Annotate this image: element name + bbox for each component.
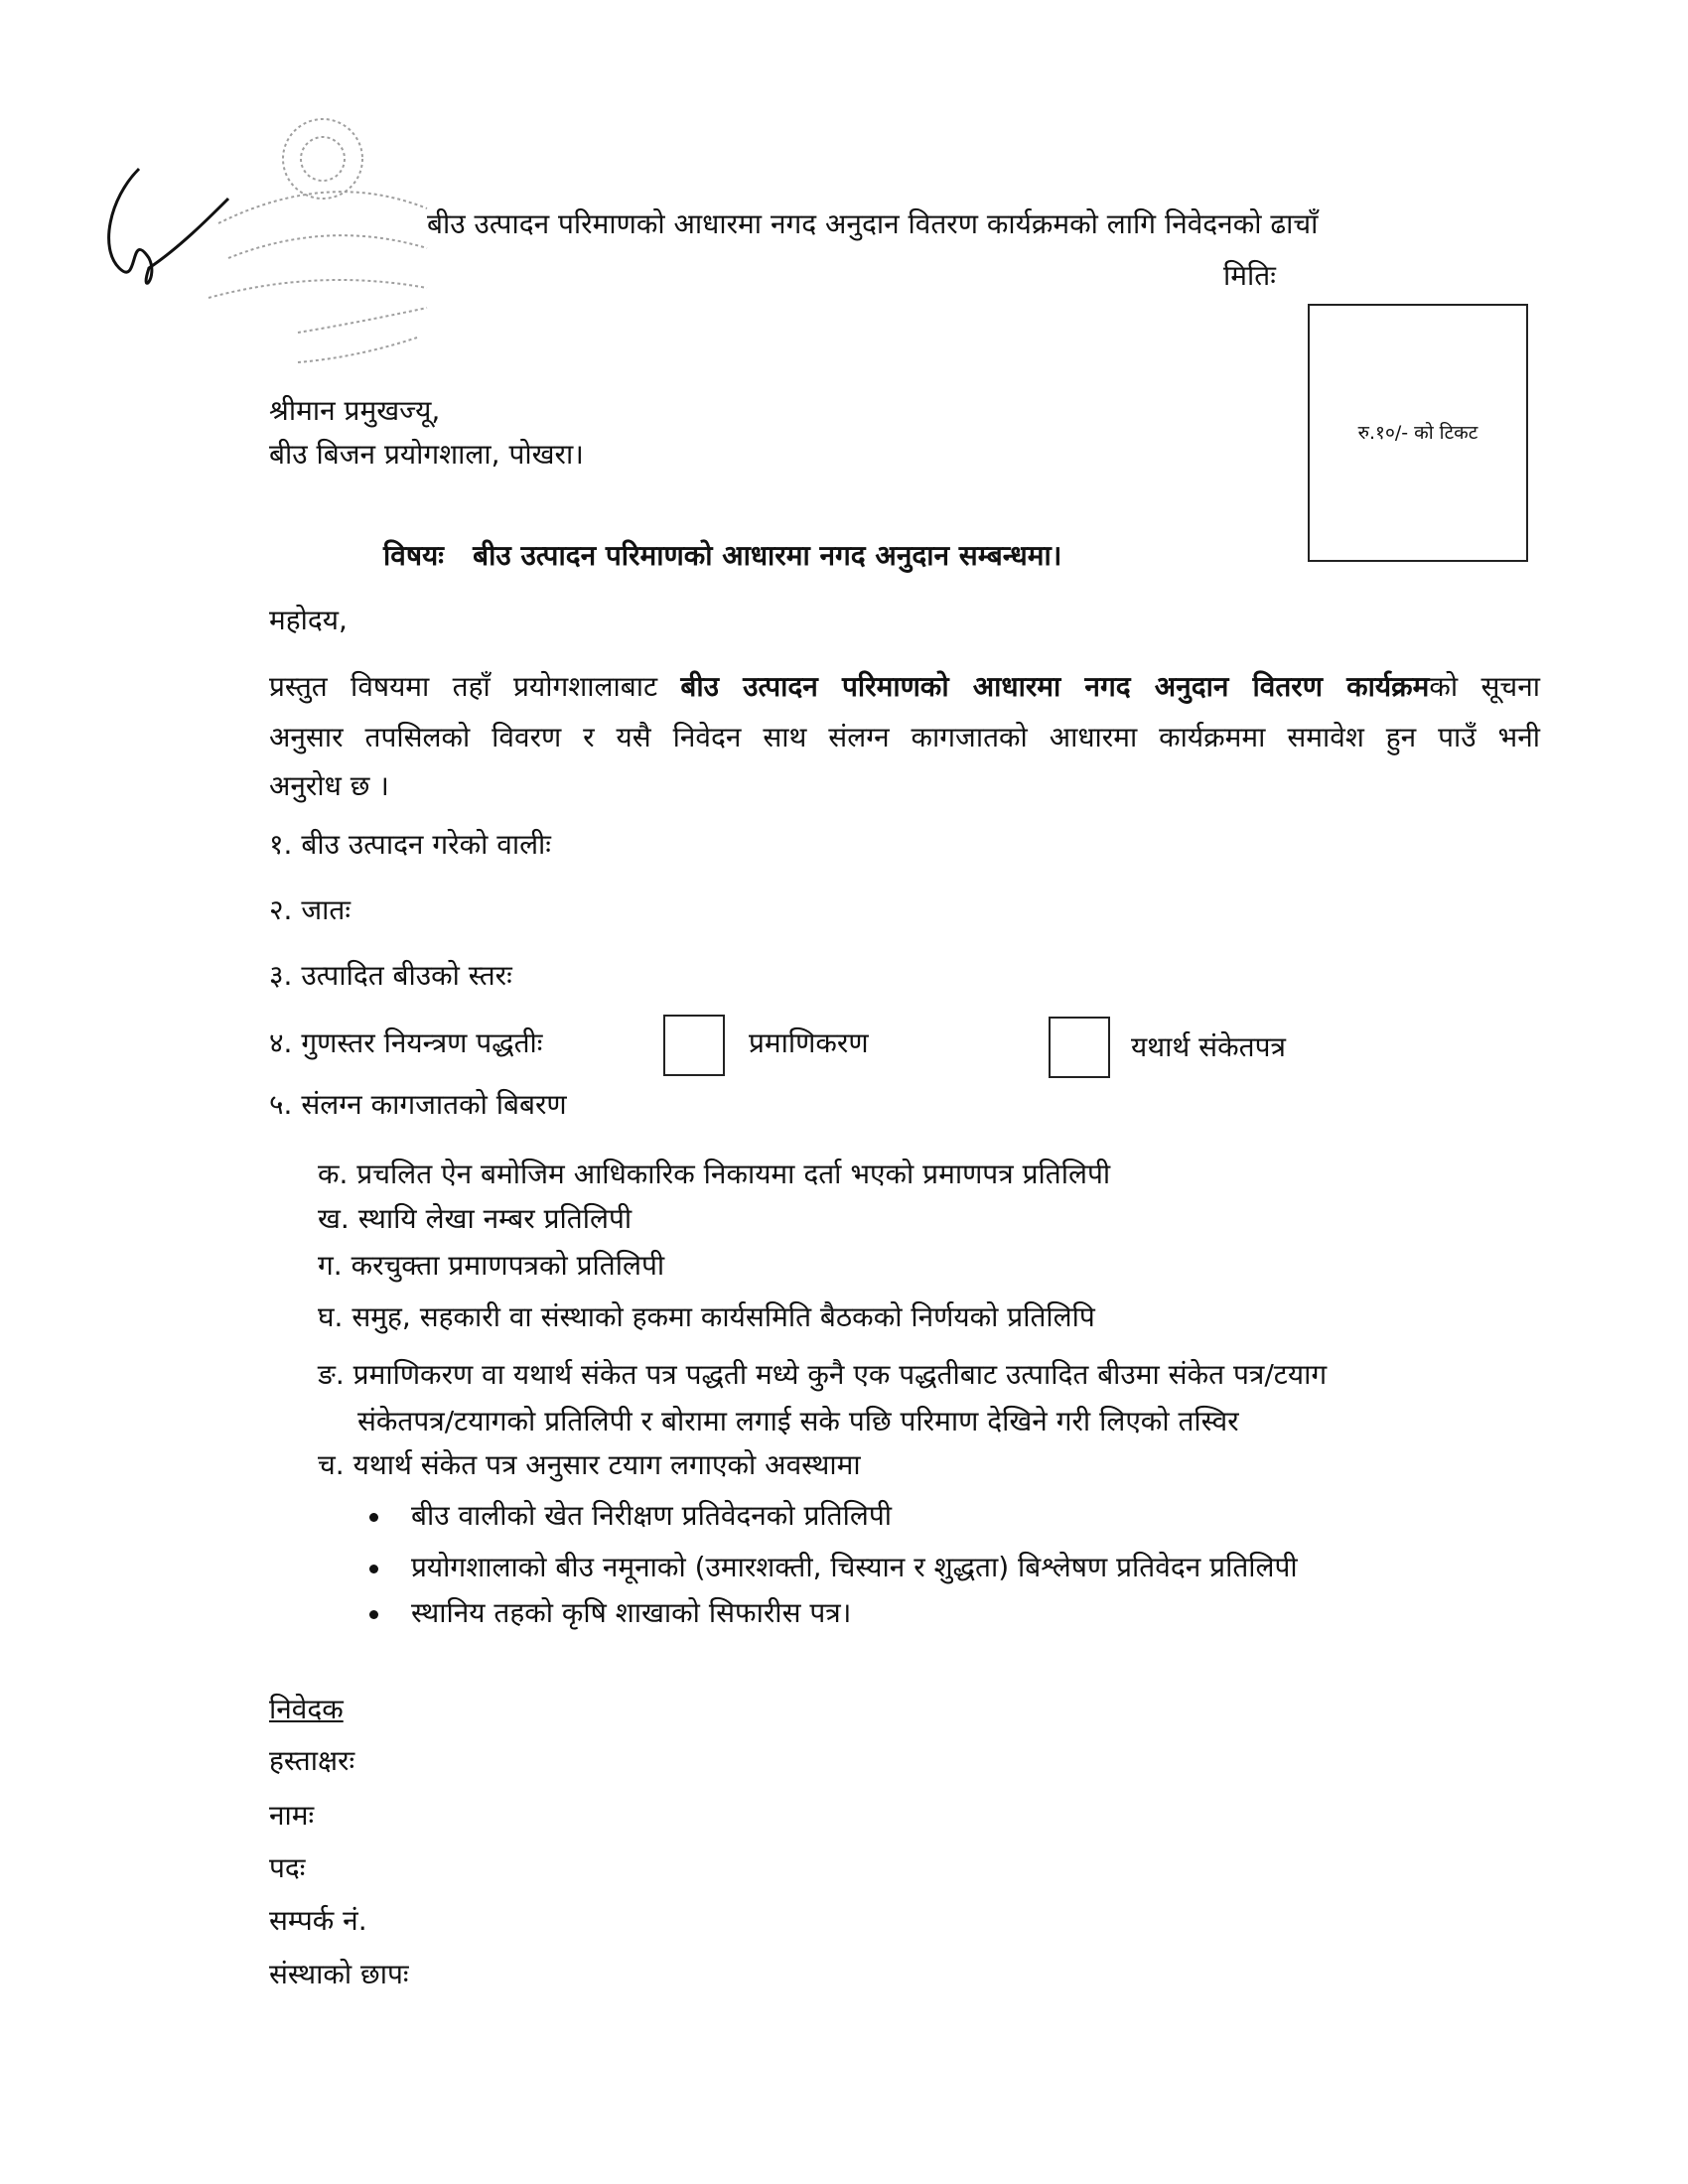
attachment-ka: क. प्रचलित ऐन बमोजिम आधिकारिक निकायमा दर्ता भएको प्रमाणपत्र प्रतिलिपी [318,1158,1111,1190]
field-qc-method: ४. गुणस्तर नियन्त्रण पद्धतीः [269,1026,543,1059]
bullet-item: स्थानिय तहको कृषि शाखाको सिफारीस पत्र। [411,1596,852,1629]
salutation: महोदय, [269,604,348,636]
bullet-item: बीउ वालीको खेत निरीक्षण प्रतिवेदनको प्रतिलिपी [411,1499,892,1532]
attachment-ga: ग. करचुक्ता प्रमाणपत्रको प्रतिलिपी [318,1249,665,1282]
body-line-2: अनुसार तपसिलको विवरण र यसै निवेदन साथ संलग्न कागजातको आधारमा कार्यक्रममा समावेश हुन पाउँ भनी [269,721,1540,753]
label-certification: प्रमाणिकरण [749,1026,869,1059]
ticket-label: रु.१०/- को टिकट [1357,422,1478,444]
field-variety: २. जातः [269,893,352,926]
attachment-gha: घ. समुह, सहकारी वा संस्थाको हकमा कार्यसमिति बैठकको निर्णयको प्रतिलिपि [318,1300,1095,1333]
addressee-title: श्रीमान प्रमुखज्यू, [269,394,441,427]
applicant-heading: निवेदक [269,1693,344,1725]
checkbox-truthful-label[interactable] [1049,1017,1110,1078]
ticket-box [1308,304,1528,562]
field-attachments: ५. संलग्न कागजातको बिबरण [269,1088,567,1121]
applicant-org-stamp: संस्थाको छापः [269,1958,409,1990]
signature-mark [109,169,228,283]
office-stamp [99,109,496,397]
bullet-icon [369,1565,378,1573]
field-crop: १. बीउ उत्पादन गरेको वालीः [269,828,551,861]
form-title: बीउ उत्पादन परिमाणको आधारमा नगद अनुदान वितरण कार्यक्रमको लागि निवेदनको ढाचाँ [427,207,1319,240]
attachment-cha: च. यथार्थ संकेत पत्र अनुसार टयाग लगाएको अवस्थामा [318,1448,861,1481]
attachment-nga: ङ. प्रमाणिकरण वा यथार्थ संकेत पत्र पद्धती मध्ये कुनै एक पद्धतीबाट उत्पादित बीउमा संकेत पत्र/टयाग [318,1358,1328,1391]
body-bold-text: बीउ उत्पादन परिमाणको आधारमा नगद अनुदान वितरण कार्यक्रम [680,670,1430,703]
applicant-name: नामः [269,1799,315,1832]
bullet-icon [369,1610,378,1619]
subject-label: विषयः [383,539,444,572]
attachment-nga-cont: संकेतपत्र/टयागको प्रतिलिपी र बोरामा लगाई सके पछि परिमाण देखिने गरी लिएको तस्विर [357,1405,1239,1437]
body-line-1 [269,669,1540,705]
body-text: को सूचना [1429,670,1540,703]
field-seed-class: ३. उत्पादित बीउको स्तरः [269,959,512,992]
body-text: प्रस्तुत विषयमा तहाँ प्रयोगशालाबाट [269,670,658,703]
applicant-contact: सम्पर्क नं. [269,1904,367,1937]
bullet-icon [369,1513,378,1522]
body-line-3: अनुरोध छ । [269,769,389,802]
addressee-office: बीउ बिजन प्रयोगशाला, पोखरा। [269,438,584,471]
attachment-kha: ख. स्थायि लेखा नम्बर प्रतिलिपी [318,1202,633,1235]
subject-text: बीउ उत्पादन परिमाणको आधारमा नगद अनुदान सम्बन्धमा। [473,539,1062,572]
bullet-item: प्रयोगशालाको बीउ नमूनाको (उमारशक्ती, चिस्यान र शुद्धता) बिश्लेषण प्रतिवेदन प्रतिलिपी [411,1551,1298,1583]
applicant-signature: हस्ताक्षरः [269,1744,355,1777]
applicant-position: पदः [269,1851,306,1884]
checkbox-certification[interactable] [663,1015,725,1076]
date-label: मितिः [1223,259,1276,292]
label-truthful-label: यथार्थ संकेतपत्र [1131,1030,1286,1063]
subject-line [383,538,1061,574]
